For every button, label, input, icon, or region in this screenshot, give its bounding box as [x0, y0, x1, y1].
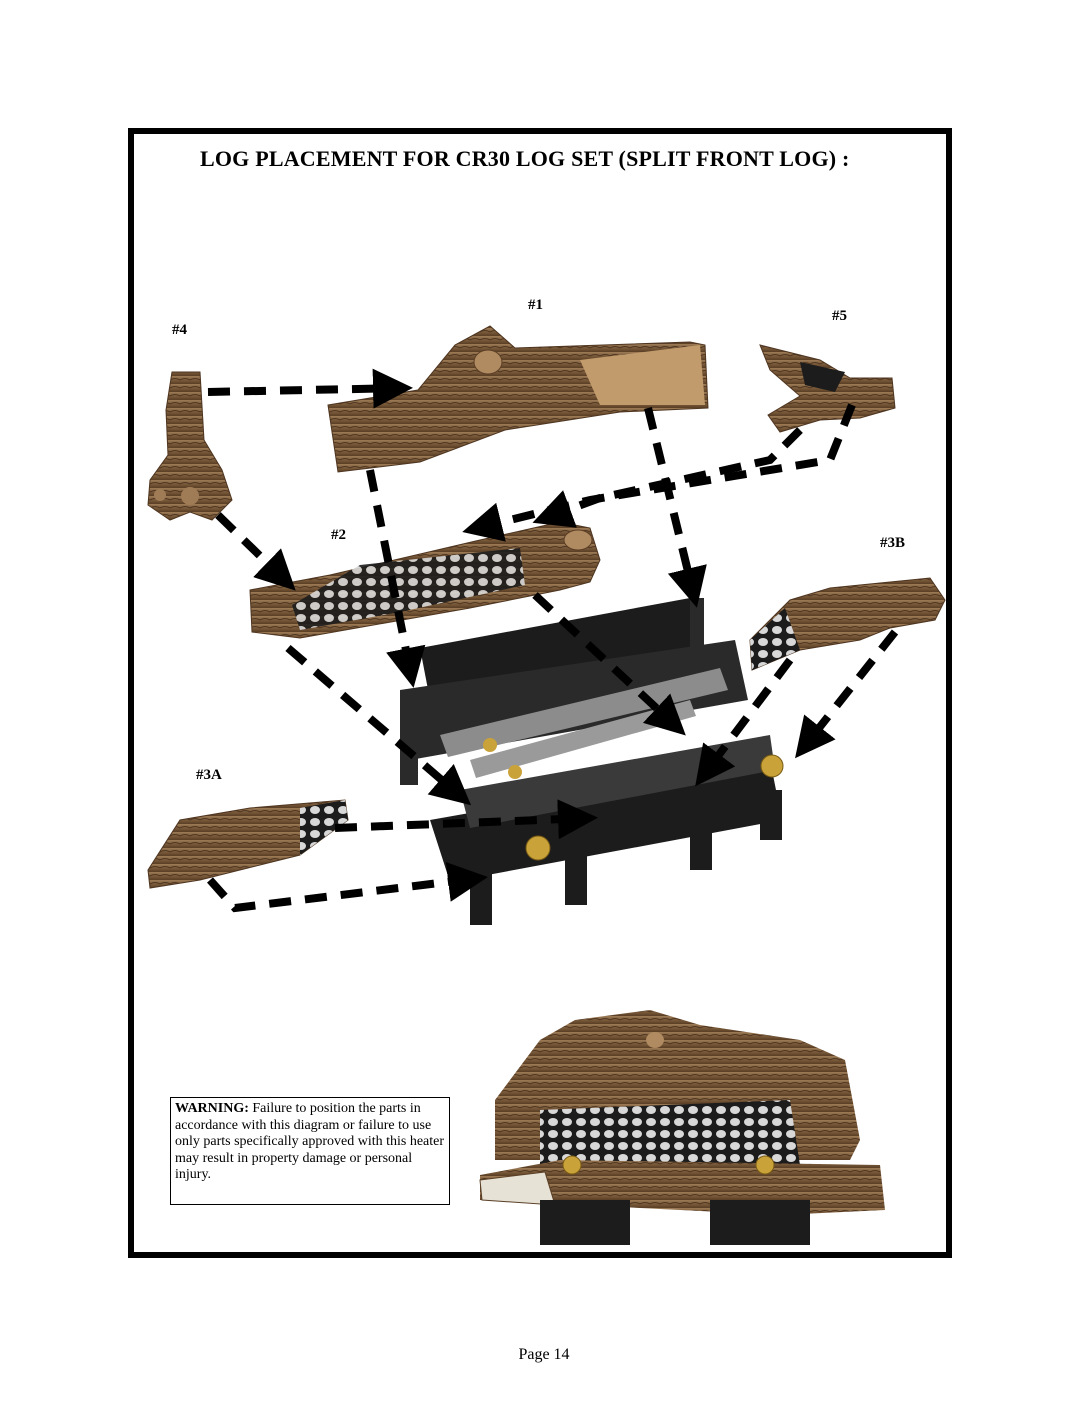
label-log-3b: #3B — [880, 535, 906, 551]
label-log-4: #4 — [172, 322, 187, 338]
assembled-log-set-photo — [480, 1010, 885, 1245]
label-log-2: #2 — [331, 527, 346, 543]
log-1-image — [328, 326, 708, 472]
log-3a-image — [148, 800, 348, 888]
label-log-3a: #3A — [196, 767, 222, 783]
label-log-5: #5 — [832, 308, 847, 324]
log-5-image — [760, 345, 895, 432]
log-3b-image — [750, 578, 945, 670]
label-log-1: #1 — [528, 297, 543, 313]
warning-text: Failure to position the parts in accordance with this diagram or failure to use only parts specifically approved with this heater may result in property damage or personal injury. — [175, 1101, 445, 1182]
warning-heading: WARNING: — [175, 1101, 249, 1116]
log-2-image — [250, 522, 600, 638]
warning-notice — [170, 1097, 450, 1205]
page-number: Page 14 — [518, 1346, 570, 1363]
page-title: LOG PLACEMENT FOR CR30 LOG SET (SPLIT FRONT LOG) : — [200, 146, 850, 171]
